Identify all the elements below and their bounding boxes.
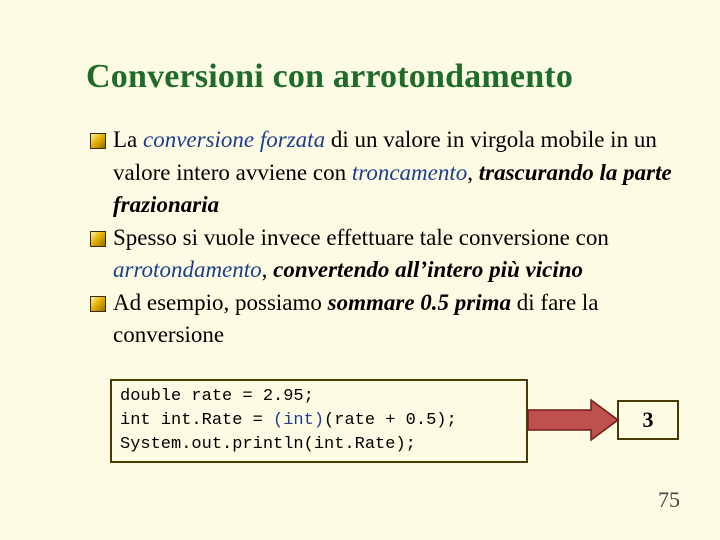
code-line: double rate = 2.95; (120, 387, 314, 406)
cast-keyword: (int) (273, 411, 325, 430)
emphasis-text: convertendo all’intero più vicino (273, 257, 584, 282)
right-arrow-icon (527, 398, 619, 442)
bullet-text: , (467, 159, 479, 185)
bullet-text: , (261, 257, 274, 282)
slide-title: Conversioni con arrotondamento (86, 58, 574, 95)
emphasis-text: sommare 0.5 prima (327, 289, 512, 315)
bullet-text: di un valore in virgola mobile in un valore intero avviene con (113, 127, 657, 185)
square-bullet-icon (90, 296, 106, 312)
page-number: 75 (658, 487, 680, 512)
bullet-text: di fare la conversione (113, 289, 599, 347)
emphasis-text: trascurando la parte frazionaria (113, 159, 672, 217)
bullet-list (90, 124, 700, 352)
code-line (120, 409, 518, 433)
square-bullet-icon (90, 133, 106, 149)
highlight-text: troncamento (351, 159, 468, 185)
square-bullet-icon (90, 231, 106, 247)
code-text: (rate + 0.5); (324, 411, 457, 430)
bullet-item (90, 222, 700, 287)
bullet-text: Spesso si vuole invece effettuare tale conversione con (113, 224, 609, 250)
code-box (110, 379, 528, 463)
bullet-item (90, 287, 700, 352)
bullet-text: La (113, 127, 144, 152)
result-box (617, 400, 679, 440)
highlight-text: arrotondamento (113, 257, 262, 282)
bullet-text: Ad esempio, possiamo (113, 289, 328, 315)
bullet-item (90, 124, 700, 222)
result-value: 3 (642, 407, 654, 432)
code-line: System.out.println(int.Rate); (120, 435, 416, 454)
highlight-text: conversione forzata (143, 127, 326, 152)
code-text: int int.Rate = (120, 411, 274, 430)
